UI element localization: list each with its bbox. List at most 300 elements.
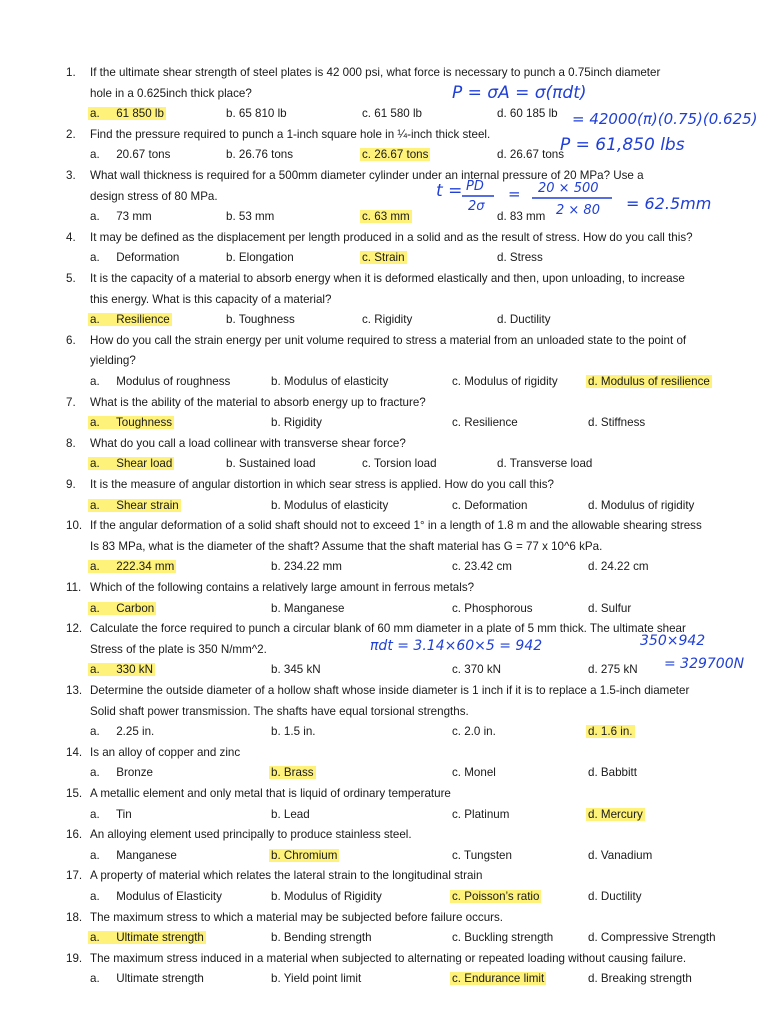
- option-letter: a.: [90, 890, 100, 903]
- question-text: Solid shaft power transmission. The shafts have equal torsional strengths.: [90, 704, 469, 718]
- answer-option: [90, 930, 206, 946]
- answer-option: [362, 312, 412, 328]
- answer-option: [271, 889, 382, 905]
- answer-option: [452, 498, 527, 514]
- answer-option: [90, 456, 174, 472]
- option-text: Ultimate strength: [116, 972, 204, 986]
- option-letter: a.: [90, 148, 100, 162]
- answer-highlight: [88, 931, 206, 944]
- option-text: Babbitt: [600, 766, 638, 780]
- option-text: Toughness: [238, 313, 295, 327]
- answer-highlight: [586, 725, 635, 738]
- option-letter: c.: [362, 107, 372, 121]
- option-letter: d.: [588, 725, 598, 739]
- option-letter: b.: [271, 416, 281, 430]
- question-number: 3.: [66, 169, 76, 182]
- option-letter: a.: [90, 848, 100, 862]
- option-text: Modulus of roughness: [116, 375, 231, 388]
- option-letter: c.: [362, 210, 372, 224]
- question-text: It is the capacity of a material to absorb energy when it is deformed elastically and then, upon unloading, to increase: [90, 272, 685, 285]
- hw-q12-calc: πdt = 3.14×60×5 = 942: [370, 638, 543, 654]
- answer-option: [226, 456, 316, 472]
- option-text: 2.25 in.: [116, 725, 155, 739]
- question-text: Find the pressure required to punch a 1-inch square hole in ¼-inch thick steel.: [90, 127, 491, 141]
- correct-answer-highlight: 63 mm: [374, 210, 410, 224]
- answer-highlight: [586, 375, 712, 388]
- option-text: 53 mm: [238, 210, 275, 224]
- option-letter: a.: [90, 766, 100, 780]
- correct-answer-highlight: Shear load: [116, 457, 173, 471]
- option-text: Stiffness: [600, 416, 646, 430]
- option-text: Monel: [464, 766, 496, 780]
- option-letter: b.: [226, 107, 236, 121]
- answer-option: [271, 848, 339, 864]
- option-text: Modulus of Rigidity: [283, 890, 382, 903]
- answer-option: [588, 374, 712, 390]
- option-text: Torsion load: [374, 457, 437, 471]
- answer-option: [90, 374, 230, 390]
- option-letter: b.: [271, 498, 281, 512]
- option-letter: a.: [90, 601, 100, 615]
- option-text: Modulus of rigidity: [600, 498, 695, 512]
- option-text: Stress: [509, 251, 543, 265]
- option-letter: d.: [497, 210, 507, 224]
- option-letter: d.: [588, 766, 598, 780]
- answer-highlight: [360, 148, 430, 161]
- option-letter: c.: [452, 560, 462, 574]
- option-letter: d.: [588, 560, 598, 574]
- option-text: Transverse load: [509, 457, 593, 471]
- correct-answer-highlight: Mercury: [600, 807, 643, 821]
- hw-q3-pd: PD: [466, 179, 484, 194]
- answer-highlight: [88, 416, 174, 429]
- answer-option: [90, 498, 181, 514]
- question-text: A metallic element and only metal that is liquid of ordinary temperature: [90, 787, 451, 800]
- hw-q3-2s: 2σ: [468, 199, 485, 214]
- answer-option: [271, 765, 316, 781]
- option-letter: a.: [90, 375, 100, 388]
- option-text: Platinum: [464, 807, 510, 821]
- question-number: 9.: [66, 478, 76, 491]
- answer-option: [588, 498, 694, 514]
- correct-answer-highlight: Shear strain: [116, 498, 179, 512]
- answer-option: [271, 971, 361, 987]
- correct-answer-highlight: Toughness: [116, 416, 173, 430]
- correct-answer-highlight: Endurance limit: [464, 972, 545, 986]
- option-text: 24.22 cm: [600, 560, 649, 574]
- option-text: Vanadium: [600, 848, 653, 862]
- option-text: Sustained load: [238, 457, 316, 471]
- answer-option: [588, 415, 645, 431]
- answer-option: [226, 147, 293, 163]
- answer-option: [271, 930, 372, 946]
- option-letter: a.: [90, 457, 100, 471]
- option-letter: d.: [588, 972, 598, 986]
- answer-highlight: [450, 890, 541, 903]
- question-text: An alloying element used principally to produce stainless steel.: [90, 828, 412, 842]
- option-text: Tungsten: [464, 848, 512, 862]
- answer-option: [90, 415, 174, 431]
- answer-option: [271, 415, 322, 431]
- option-text: Deformation: [464, 498, 528, 512]
- option-text: Buckling strength: [464, 931, 554, 945]
- answer-option: [271, 724, 316, 740]
- answer-option: [362, 106, 422, 122]
- option-letter: b.: [271, 848, 281, 862]
- correct-answer-highlight: 26.67 tons: [374, 148, 429, 162]
- answer-option: [452, 601, 533, 617]
- option-letter: a.: [90, 663, 100, 677]
- option-text: Deformation: [116, 251, 180, 265]
- answer-highlight: [88, 663, 155, 676]
- question-text: It is the measure of angular distortion in which sear stress is applied. How do you call this?: [90, 478, 554, 491]
- option-letter: b.: [226, 251, 236, 265]
- option-text: Manganese: [283, 601, 345, 615]
- correct-answer-highlight: Ultimate strength: [116, 931, 204, 945]
- option-letter: a.: [90, 210, 100, 224]
- option-letter: c.: [452, 416, 462, 430]
- option-letter: b.: [271, 972, 281, 986]
- answer-option: [588, 848, 652, 864]
- question-text: What do you call a load collinear with transverse shear force?: [90, 436, 406, 450]
- correct-answer-highlight: Modulus of resilience: [600, 375, 710, 388]
- option-text: 60 185 lb: [509, 107, 558, 121]
- answer-highlight: [88, 107, 166, 120]
- answer-option: [90, 147, 170, 163]
- question-text: Is an alloy of copper and zinc: [90, 745, 241, 759]
- question-text: Determine the outside diameter of a hollow shaft whose inside diameter is 1 inch if it is to replace a 1.5-inch diameter: [90, 684, 690, 697]
- answer-option: [362, 209, 412, 225]
- option-letter: d.: [588, 498, 598, 512]
- option-text: Modulus of elasticity: [283, 375, 389, 388]
- option-text: Rigidity: [374, 313, 413, 327]
- answer-option: [90, 662, 155, 678]
- answer-highlight: [360, 210, 412, 223]
- option-letter: c.: [452, 931, 462, 945]
- answer-highlight: [88, 499, 181, 512]
- option-letter: d.: [588, 807, 598, 821]
- option-letter: c.: [452, 848, 462, 862]
- question-text: What wall thickness is required for a 500mm diameter cylinder under an internal pressure of 20 MPa? Use a: [90, 169, 644, 182]
- answer-option: [90, 765, 153, 781]
- answer-option: [226, 312, 295, 328]
- option-text: Modulus of elasticity: [283, 498, 389, 512]
- answer-option: [497, 250, 543, 266]
- answer-option: [452, 559, 512, 575]
- answer-option: [362, 456, 437, 472]
- hw-q1-result: P = 61,850 lbs: [560, 135, 685, 155]
- answer-option: [452, 374, 558, 390]
- option-letter: d.: [588, 601, 598, 615]
- answer-option: [588, 807, 645, 823]
- hw-q1-formula: P = σA = σ(πdt): [452, 83, 587, 103]
- answer-highlight: [586, 808, 645, 821]
- question-text: Calculate the force required to punch a circular blank of 60 mm diameter in a plate of 5 mm thick. The ultimate shear: [90, 622, 686, 636]
- answer-option: [90, 312, 172, 328]
- option-letter: b.: [271, 931, 281, 945]
- correct-answer-highlight: Resilience: [116, 313, 170, 327]
- correct-answer-highlight: 1.6 in.: [600, 725, 633, 739]
- option-letter: a.: [90, 931, 100, 945]
- option-text: Ductility: [600, 890, 642, 903]
- option-letter: c.: [362, 457, 372, 471]
- answer-option: [588, 601, 631, 617]
- hw-q3-den: 2 × 80: [556, 203, 600, 218]
- option-text: Tin: [116, 807, 132, 821]
- option-letter: c.: [452, 890, 462, 903]
- option-text: 83 mm: [509, 210, 546, 224]
- question-number: 1.: [66, 66, 76, 79]
- question-text: A property of material which relates the lateral strain to the longitudinal strain: [90, 869, 483, 883]
- answer-option: [452, 971, 546, 987]
- option-text: 1.5 in.: [283, 725, 316, 739]
- question-text: How do you call the strain energy per unit volume required to stress a material from an unloaded state to the point of: [90, 333, 687, 347]
- question-text: yielding?: [90, 354, 136, 368]
- question-number: 10.: [66, 519, 83, 533]
- option-letter: d.: [588, 848, 598, 862]
- option-text: 26.76 tons: [238, 148, 294, 162]
- question-number: 11.: [66, 581, 82, 594]
- option-letter: c.: [452, 725, 462, 739]
- option-letter: c.: [452, 663, 462, 677]
- answer-option: [497, 106, 558, 122]
- answer-option: [271, 559, 342, 575]
- answer-highlight: [360, 251, 407, 264]
- option-text: 26.67 tons: [509, 148, 565, 162]
- answer-option: [90, 724, 154, 740]
- option-letter: b.: [271, 560, 281, 574]
- option-text: Bronze: [116, 766, 153, 780]
- answer-option: [497, 312, 551, 328]
- option-text: Yield point limit: [283, 972, 362, 986]
- answer-option: [90, 889, 222, 905]
- option-letter: c.: [452, 375, 462, 388]
- answer-highlight: [450, 972, 546, 985]
- answer-option: [90, 971, 204, 987]
- answer-option: [226, 209, 274, 225]
- correct-answer-highlight: 61 850 lb: [116, 107, 164, 121]
- option-text: Phosphorous: [464, 601, 533, 615]
- answer-option: [452, 765, 496, 781]
- question-number: 12.: [66, 622, 83, 636]
- correct-answer-highlight: Brass: [283, 766, 314, 780]
- option-text: 2.0 in.: [464, 725, 496, 739]
- option-letter: c.: [452, 807, 462, 821]
- question-text: The maximum stress to which a material may be subjected before failure occurs.: [90, 910, 504, 924]
- correct-answer-highlight: Chromium: [283, 848, 338, 862]
- answer-option: [452, 724, 496, 740]
- option-text: Lead: [283, 807, 310, 821]
- answer-option: [588, 559, 649, 575]
- question-number: 17.: [66, 869, 83, 883]
- question-number: 5.: [66, 272, 76, 285]
- answer-highlight: [269, 766, 316, 779]
- option-letter: c.: [452, 498, 462, 512]
- option-text: Elongation: [238, 251, 294, 265]
- option-text: 73 mm: [116, 210, 152, 224]
- option-letter: c.: [362, 313, 372, 327]
- question-number: 13.: [66, 684, 83, 697]
- answer-option: [90, 559, 176, 575]
- option-text: 370 kN: [464, 663, 501, 677]
- question-text: It may be defined as the displacement per length produced in a solid and as the result of stress. How do you call this?: [90, 230, 693, 244]
- option-text: 65 810 lb: [238, 107, 287, 121]
- question-number: 18.: [66, 910, 83, 924]
- answer-option: [588, 662, 638, 678]
- option-text: Ductility: [509, 313, 551, 327]
- option-letter: d.: [497, 313, 507, 327]
- answer-option: [90, 250, 179, 266]
- answer-option: [497, 456, 592, 472]
- option-letter: b.: [271, 766, 281, 780]
- question-number: 19.: [66, 951, 83, 965]
- option-letter: a.: [90, 313, 100, 327]
- option-text: 20.67 tons: [116, 148, 171, 162]
- answer-option: [588, 971, 692, 987]
- question-number: 16.: [66, 828, 83, 842]
- question-text: The maximum stress induced in a material when subjected to alternating or repeated loading without causing failure.: [90, 951, 687, 965]
- option-text: Rigidity: [283, 416, 322, 430]
- option-letter: a.: [90, 416, 100, 430]
- option-text: Bending strength: [283, 931, 372, 945]
- answer-option: [588, 765, 637, 781]
- option-letter: b.: [271, 663, 281, 677]
- answer-option: [271, 374, 388, 390]
- option-letter: a.: [90, 725, 100, 739]
- question-number: 4.: [66, 230, 76, 244]
- answer-option: [90, 106, 166, 122]
- option-letter: b.: [271, 725, 281, 739]
- question-number: 15.: [66, 787, 83, 800]
- option-text: Modulus of rigidity: [464, 375, 558, 388]
- answer-option: [362, 147, 430, 163]
- option-text: Sulfur: [600, 601, 632, 615]
- question-text: Stress of the plate is 350 N/mm^2.: [90, 642, 267, 656]
- answer-option: [271, 662, 321, 678]
- answer-option: [452, 662, 501, 678]
- option-letter: a.: [90, 498, 100, 512]
- hw-q1-calc: = 42000(π)(0.75)(0.625): [572, 110, 758, 128]
- answer-option: [452, 415, 518, 431]
- answer-highlight: [269, 849, 339, 862]
- answer-option: [452, 930, 553, 946]
- answer-option: [497, 209, 545, 225]
- answer-highlight: [88, 602, 156, 615]
- question-text: Is 83 MPa, what is the diameter of the shaft? Assume that the shaft material has G = 77 x 10^6 kPa.: [90, 539, 603, 553]
- option-letter: d.: [588, 375, 598, 388]
- answer-option: [226, 250, 294, 266]
- option-text: Breaking strength: [600, 972, 692, 986]
- option-letter: a.: [90, 251, 100, 265]
- question-number: 7.: [66, 395, 76, 409]
- option-letter: b.: [271, 807, 281, 821]
- option-letter: c.: [362, 251, 372, 265]
- question-text: Which of the following contains a relatively large amount in ferrous metals?: [90, 581, 475, 594]
- option-letter: a.: [90, 972, 100, 986]
- answer-option: [588, 724, 635, 740]
- answer-option: [226, 106, 287, 122]
- option-letter: c.: [452, 601, 462, 615]
- option-text: Compressive Strength: [600, 931, 716, 945]
- question-text: If the angular deformation of a solid shaft should not to exceed 1° in a length of 1.8 m and the allowable shearing stress: [90, 519, 702, 533]
- option-letter: d.: [588, 890, 598, 903]
- question-text: design stress of 80 MPa.: [90, 189, 218, 203]
- answer-option: [452, 807, 509, 823]
- answer-highlight: [88, 457, 174, 470]
- correct-answer-highlight: 330 kN: [116, 663, 153, 677]
- option-letter: d.: [497, 457, 507, 471]
- option-letter: a.: [90, 107, 100, 121]
- answer-option: [452, 848, 512, 864]
- answer-option: [90, 601, 156, 617]
- question-text: hole in a 0.625inch thick place?: [90, 86, 252, 100]
- answer-option: [271, 601, 345, 617]
- option-text: 345 kN: [283, 663, 321, 677]
- answer-option: [588, 930, 716, 946]
- option-letter: b.: [226, 313, 236, 327]
- answer-option: [362, 250, 407, 266]
- option-letter: c.: [452, 972, 462, 986]
- answer-option: [90, 807, 132, 823]
- hw-q3-eq: =: [508, 185, 521, 203]
- option-letter: b.: [271, 375, 281, 388]
- answer-option: [497, 147, 564, 163]
- option-text: 234.22 mm: [283, 560, 342, 574]
- answer-option: [271, 807, 310, 823]
- question-number: 8.: [66, 436, 76, 450]
- question-text: What is the ability of the material to absorb energy up to fracture?: [90, 395, 426, 409]
- option-letter: d.: [588, 663, 598, 677]
- option-letter: b.: [226, 457, 236, 471]
- option-text: Resilience: [464, 416, 518, 430]
- option-letter: d.: [588, 416, 598, 430]
- answer-option: [452, 889, 541, 905]
- hw-q3-t: t =: [436, 181, 463, 201]
- hw-q3-num: 20 × 500: [538, 181, 599, 196]
- option-letter: a.: [90, 560, 100, 574]
- answer-option: [271, 498, 388, 514]
- answer-option: [90, 209, 152, 225]
- option-text: Modulus of Elasticity: [116, 890, 222, 903]
- hw-q3-result: = 62.5mm: [626, 194, 712, 213]
- option-letter: b.: [226, 210, 236, 224]
- option-letter: b.: [271, 890, 281, 903]
- option-text: Manganese: [116, 848, 177, 862]
- question-number: 6.: [66, 333, 76, 347]
- option-letter: d.: [497, 148, 507, 162]
- option-letter: b.: [271, 601, 281, 615]
- correct-answer-highlight: Carbon: [116, 601, 155, 615]
- answer-highlight: [88, 560, 176, 573]
- option-letter: d.: [497, 251, 507, 265]
- question-text: If the ultimate shear strength of steel plates is 42 000 psi, what force is necessary to punch a 0.75inch diameter: [90, 66, 661, 79]
- answer-option: [588, 889, 642, 905]
- option-letter: a.: [90, 807, 100, 821]
- question-text: this energy. What is this capacity of a material?: [90, 292, 332, 306]
- option-letter: c.: [452, 766, 462, 780]
- question-number: 14.: [66, 745, 83, 759]
- hw-q12-result: = 329700N: [664, 656, 745, 672]
- option-text: 275 kN: [600, 663, 638, 677]
- option-letter: c.: [362, 148, 372, 162]
- option-letter: b.: [226, 148, 236, 162]
- option-text: 61 580 lb: [374, 107, 422, 121]
- hw-q12-calc2: 350×942: [640, 633, 706, 649]
- correct-answer-highlight: Strain: [374, 251, 405, 265]
- correct-answer-highlight: Poisson’s ratio: [464, 890, 540, 903]
- question-number: 2.: [66, 127, 76, 141]
- answer-option: [90, 848, 177, 864]
